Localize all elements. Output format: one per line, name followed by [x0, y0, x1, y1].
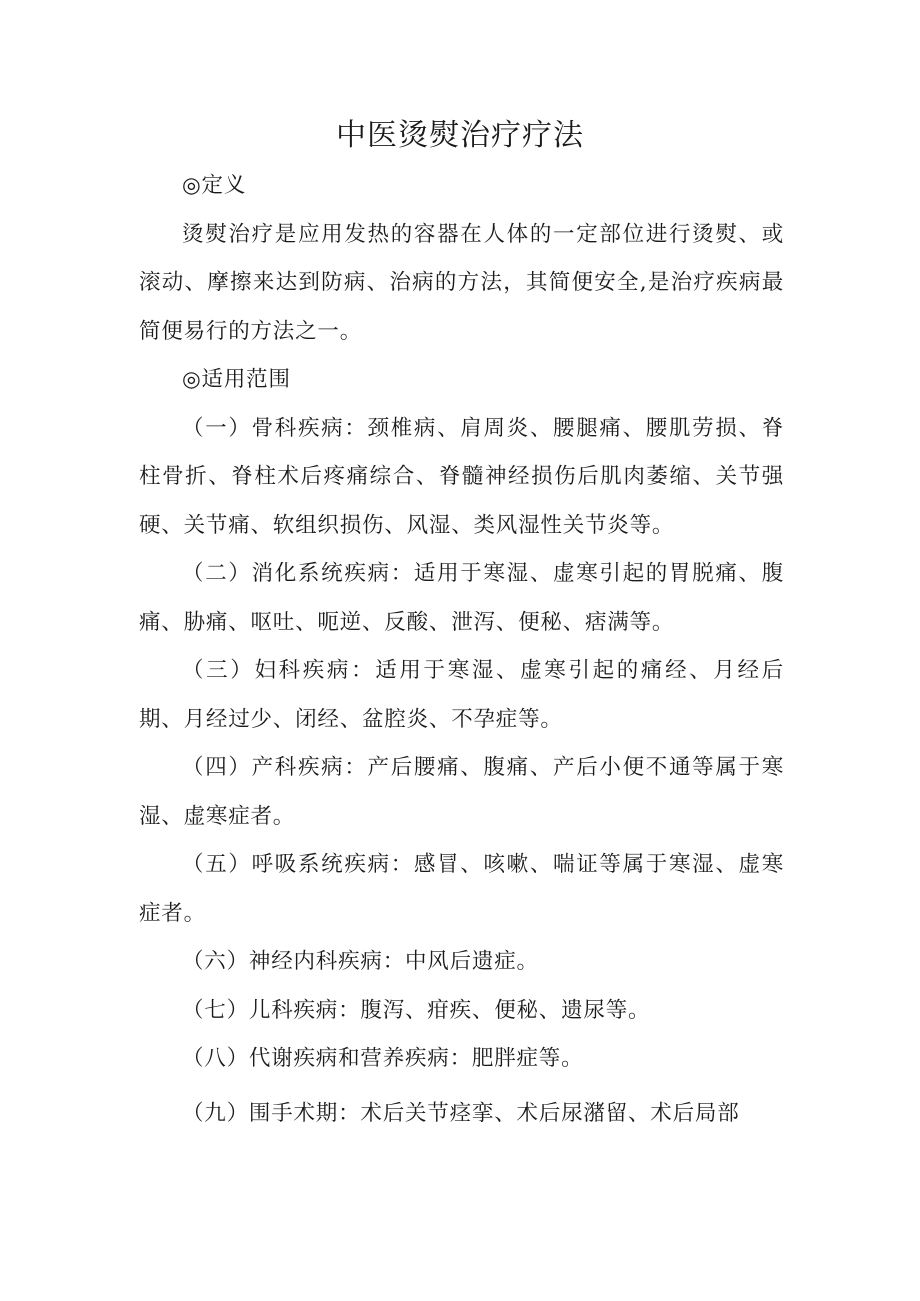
- section-heading-definition: ◎定义: [182, 173, 247, 198]
- document-body: [139, 162, 784, 1138]
- paragraph-item-7: （七）儿科疾病：腹泻、疳疾、便秘、遗尿等。: [182, 997, 651, 1023]
- paragraph-item-2: （二）消化系统疾病：适用于寒湿、虚寒引起的胃脱痛、腹痛、胁痛、呕吐、呃逆、反酸、泄泻、便秘、痞满等。: [139, 561, 784, 635]
- paragraph-item-8: （八）代谢疾病和营养疾病：肥胖症等。: [182, 1046, 584, 1071]
- paragraph-definition: 烫熨治疗是应用发热的容器在人体的一定部位进行烫熨、或滚动、摩擦来达到防病、治病的方法，其简便安全,是治疗疾病最简便易行的方法之一。: [139, 221, 784, 344]
- paragraph-item-3: （三）妇科疾病：适用于寒湿、虚寒引起的痛经、月经后期、月经过少、闭经、盆腔炎、不孕症等。: [139, 658, 784, 732]
- paragraph-item-9: （九）围手术期：术后关节痉挛、术后尿潴留、术后局部: [182, 1100, 740, 1126]
- document-title: 中医烫熨治疗疗法: [336, 118, 584, 153]
- paragraph-item-4: （四）产科疾病：产后腰痛、腹痛、产后小便不通等属于寒湿、虚寒症者。: [139, 755, 784, 829]
- paragraph-item-5: （五）呼吸系统疾病：感冒、咳嗽、喘证等属于寒湿、虚寒症者。: [139, 852, 784, 926]
- section-heading-scope: ◎适用范围: [182, 367, 291, 392]
- paragraph-item-1: （一）骨科疾病：颈椎病、肩周炎、腰腿痛、腰肌劳损、脊柱骨折、脊柱术后疼痛综合、脊髓神经损伤后肌肉萎缩、关节强硬、关节痛、软组织损伤、风湿、类风湿性关节炎等。: [139, 415, 784, 538]
- paragraph-item-6: （六）神经内科疾病：中风后遗症。: [182, 949, 539, 974]
